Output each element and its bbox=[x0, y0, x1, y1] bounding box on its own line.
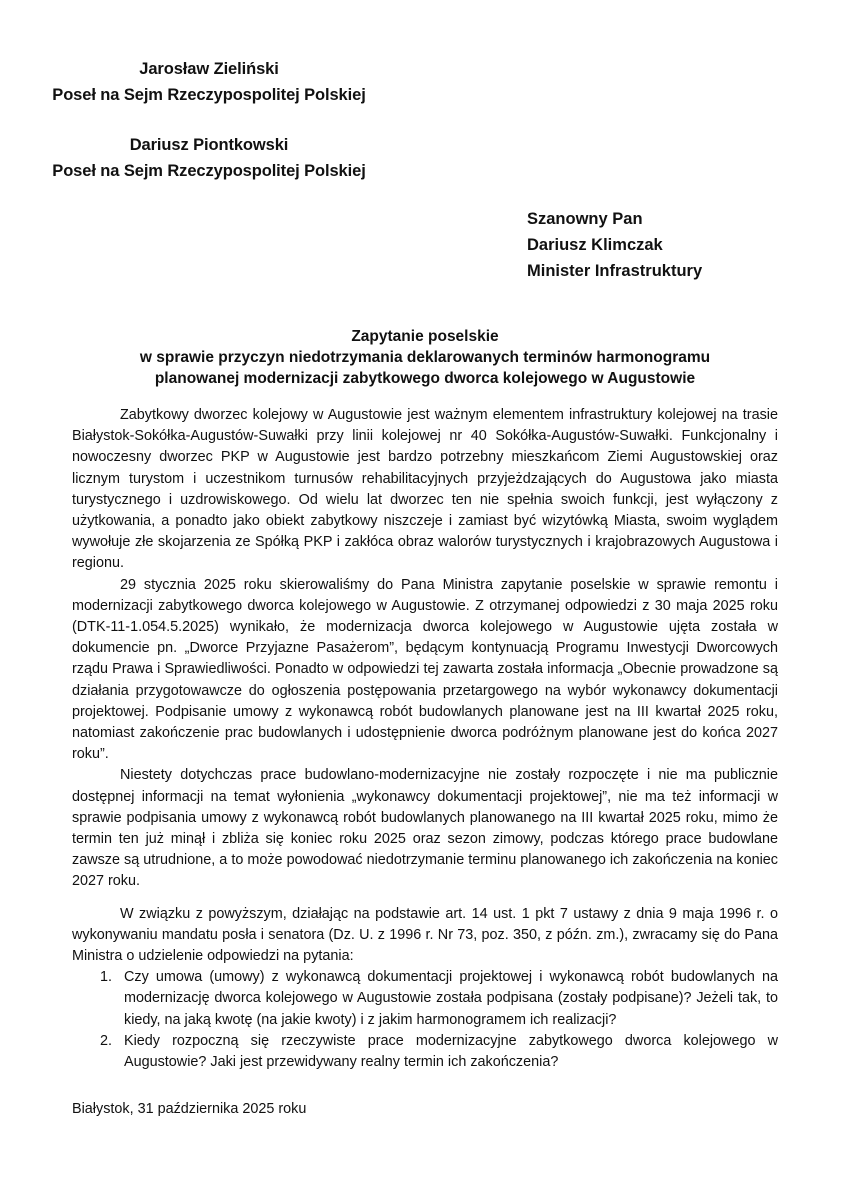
question-number: 2. bbox=[100, 1032, 113, 1049]
sender-block bbox=[51, 132, 367, 184]
heading-subject-line: planowanej modernizacji zabytkowego dworca kolejowego w Augustowie bbox=[154, 370, 696, 387]
body-paragraph: 29 stycznia 2025 roku skierowaliśmy do Pana Ministra zapytanie poselskie w sprawie remontu i modernizacji zabytkowego dworca kolejowego w Augustowie. Z otrzymanej odpowiedzi z 30 maja 2025 roku (DTK-11-1.054.5.2025) wynikało, że modernizacja dworca kolejowego w Augustowie ujęta została w dokumencie pn. „Dworce Przyjazne Pasażerom”, będącym kontynuacją Programu Inwestycji Dworcowych rządu Prawa i Sprawiedliwości. Ponadto w odpowiedzi tej zawarta została informacja „Obecnie prowadzone są działania przygotowawcze do ogłoszenia postępowania przetargowego na wybór wykonawcy dokumentacji projektowej. Podpisanie umowy z wykonawcą robót budowlanych planowane jest na III kwartał 2025 roku, natomiast zakończenie prac budowlanych i udostępnienie dworca podróżnym planowane jest do końca 2027 roku”. bbox=[72, 576, 778, 763]
sender-block bbox=[51, 56, 367, 108]
questions-list bbox=[72, 967, 778, 1073]
body-paragraph: W związku z powyższym, działając na podstawie art. 14 ust. 1 pkt 7 ustawy z dnia 9 maja 1996 r. o wykonywaniu mandatu posła i senatora (Dz. U. z 1996 r. Nr 73, poz. 350, z późn. zm.), zwracamy się do Pana Ministra o udzielenie odpowiedzi na pytania: bbox=[72, 905, 778, 965]
question-item bbox=[72, 967, 778, 1031]
sender-title: Poseł na Sejm Rzeczypospolitej Polskiej bbox=[52, 162, 366, 180]
sender-name: Dariusz Piontkowski bbox=[129, 136, 289, 154]
sender-title: Poseł na Sejm Rzeczypospolitej Polskiej bbox=[52, 86, 366, 104]
question-number: 1. bbox=[100, 969, 113, 986]
recipient-name: Dariusz Klimczak bbox=[527, 236, 663, 254]
sender-name: Jarosław Zieliński bbox=[139, 60, 279, 78]
document-body bbox=[72, 405, 778, 1073]
place-and-date: Białystok, 31 października 2025 roku bbox=[72, 1101, 307, 1117]
document-heading bbox=[72, 326, 778, 389]
heading-subject-line: w sprawie przyczyn niedotrzymania deklarowanych terminów harmonogramu bbox=[139, 349, 711, 366]
recipient-salutation: Szanowny Pan bbox=[527, 210, 643, 228]
heading-title: Zapytanie poselskie bbox=[351, 328, 499, 345]
body-paragraph: Niestety dotychczas prace budowlano-modernizacyjne nie zostały rozpoczęte i nie ma publicznie dostępnej informacji na temat wyłonienia „wykonawcy dokumentacji projektowej”, nie ma też informacji w sprawie podpisania umowy z wykonawcą robót budowlanych planowanego na III kwartał 2025 roku, mimo że termin ten już minął i zbliża się koniec roku 2025 oraz sezon zimowy, podczas którego prace budowlane zawsze są utrudnione, a to może powodować niedotrzymanie terminu planowanego ich zakończenia na koniec 2027 roku. bbox=[72, 767, 778, 890]
question-item bbox=[72, 1031, 778, 1073]
recipient-position: Minister Infrastruktury bbox=[527, 262, 703, 280]
body-paragraph: Zabytkowy dworzec kolejowy w Augustowie jest ważnym elementem infrastruktury kolejowej na trasie Białystok-Sokółka-Augustów-Suwałki przy linii kolejowej nr 40 Sokółka-Augustów-Suwałki. Funkcjonalny i nowoczesny dworzec PKP w Augustowie jest bardzo potrzebny mieszkańcom Ziemi Augustowskiej oraz licznym turystom i uczestnikom turnusów rehabilitacyjnych przyjeżdzających do Augustowa jako miasta turystycznego i uzdrowiskowego. Od wielu lat dworzec ten nie spełnia swoich funkcji, jest wyłączony z użytkowania, a ponadto jako obiekt zabytkowy niszczeje i zamiast być wizytówką Miasta, swoim wyglądem wywołuje złe skojarzenia ze Spółką PKP i zakłóca obraz walorów turystycznych i krajobrazowych Augustowa i regionu. bbox=[72, 407, 778, 572]
question-text: Kiedy rozpoczną się rzeczywiste prace modernizacyjne zabytkowego dworca kolejowego w Augustowie? Jaki jest przewidywany realny termin ich zakończenia? bbox=[124, 1032, 778, 1071]
recipient-block bbox=[527, 206, 702, 284]
question-text: Czy umowa (umowy) z wykonawcą dokumentacji projektowej i wykonawcą robót budowlanych na modernizację dworca kolejowego w Augustowie została podpisana (zostały podpisane)? Jeżeli tak, to kiedy, na jaką kwotę (na jakie kwoty) i z jakim harmonogramem ich realizacji? bbox=[124, 969, 778, 1028]
